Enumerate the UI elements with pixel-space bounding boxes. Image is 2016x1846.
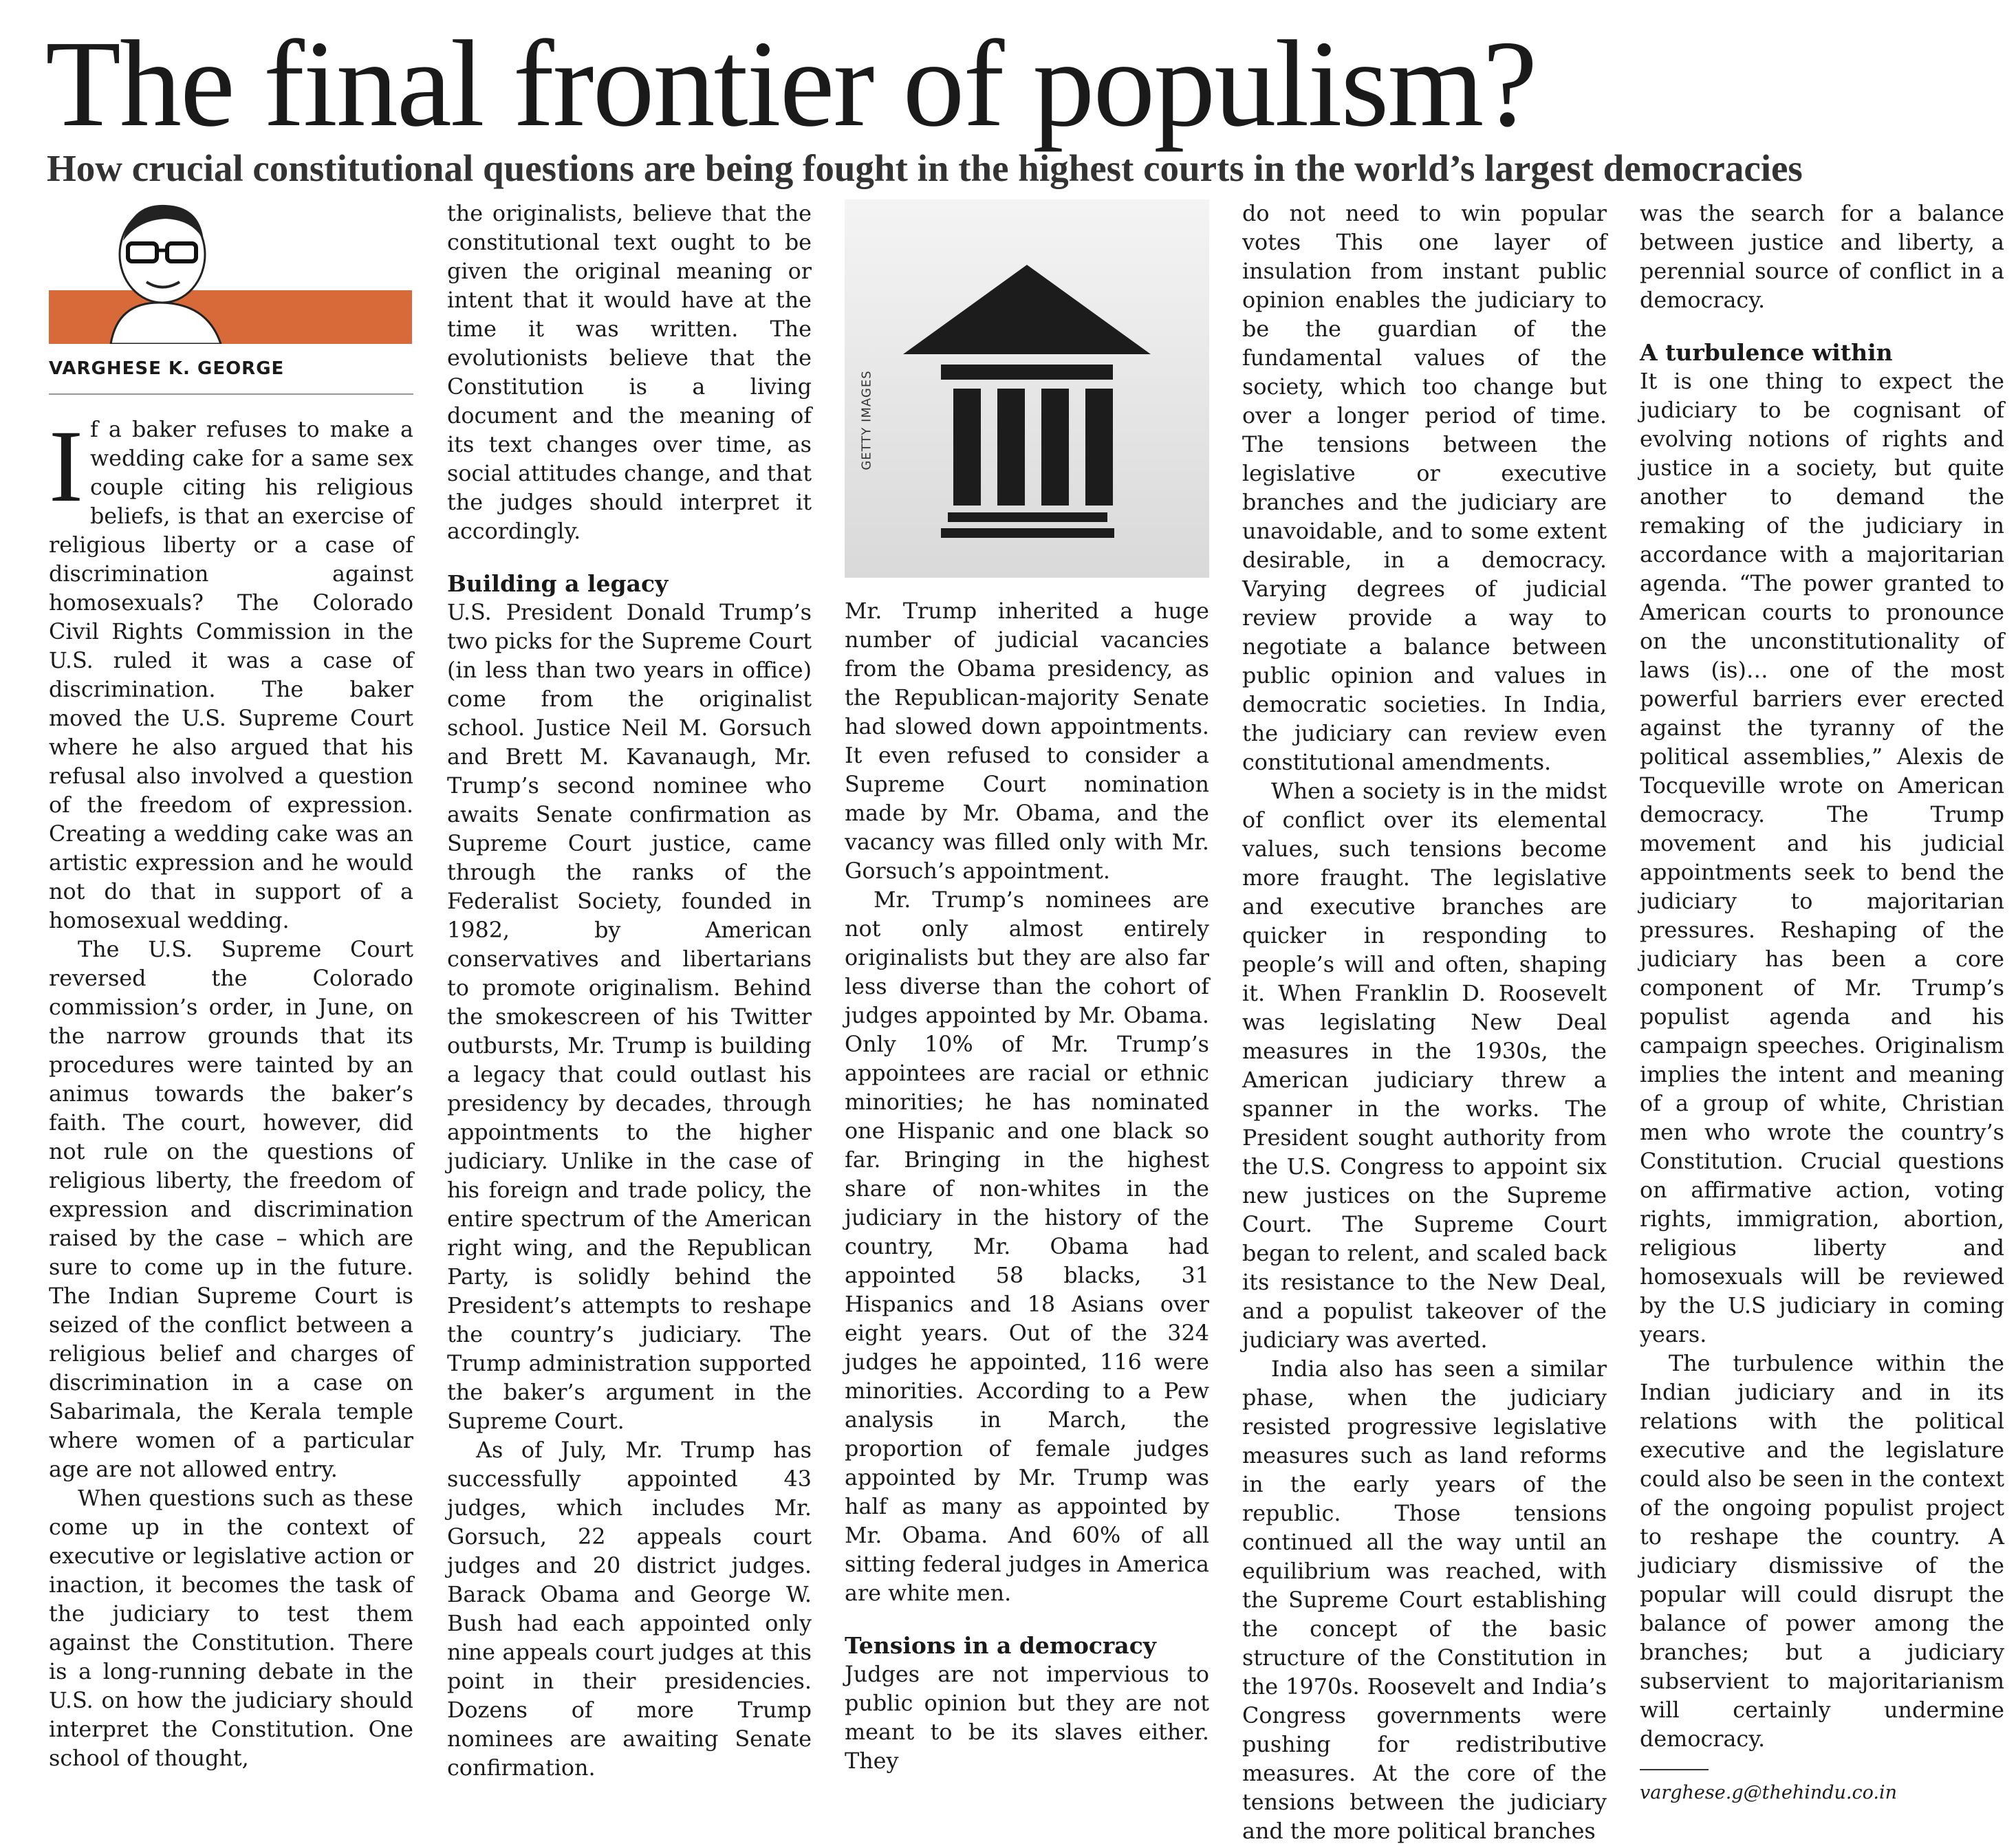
subhead: How crucial constitutional questions are being fought in the highest courts in the world’s largest democracies — [47, 147, 1803, 189]
paragraph: When a society is in the midst of conflict over its elemental values, such tensions become more fraught. The legislative and executive branches are quicker in responding to people’s will and often, shaping it. When Franklin D. Roosevelt was legislating New Deal measures in the 1930s, the American judiciary threw a spanner in the works. The President sought authority from the U.S. Congress to appoint six new justices on the Supreme Court. The Supreme Court began to relent, and scaled back its resistance to the New Deal, and a populist takeover of the judiciary was averted. — [1242, 779, 1607, 1353]
paragraph: U.S. President Donald Trump’s two picks for the Supreme Court (in less than two years in office) come from the originalist school. Justice Neil M. Gorsuch and Brett M. Kavanaugh, Mr. Trump’s second nominee who awaits Senate confirmation as Supreme Court justice, came through the ranks of the Federalist Society, founded in 1982, by American conservatives and libertarians to promote originalism. Behind the smokescreen of his Twitter outbursts, Mr. Trump is building a legacy that could outlast his presidency by decades, through appointments to the higher judiciary. Unlike in the case of his foreign and trade policy, the entire spectrum of the American right wing, and the Republican Party, is solidly behind the President’s attempts to reshape the country’s judiciary. The Trump administration supported the baker’s argument in the Supreme Court. — [447, 600, 812, 1434]
author-sketch-icon — [90, 199, 241, 344]
column-4 — [1242, 199, 1607, 1846]
paragraph: As of July, Mr. Trump has successfully appointed 43 judges, which includes Mr. Gorsuch, 22 appeals court judges and 20 district judges. Barack Obama and George W. Bush had each appointed only nine appeals court judges at this point in their presidencies. Dozens of more Trump nominees are awaiting Senate confirmation. — [447, 1437, 812, 1781]
column-5 — [1640, 199, 2004, 1807]
paragraph: The turbulence within the Indian judiciary and in its relations with the political executive and the legislature could also be seen in the context of the ongoing populist project to reshape the country. A judiciary dismissive of the popular will could disrupt the balance of power among the branches; but a judiciary subservient to majoritarianism will certainly undermine democracy. — [1640, 1351, 2004, 1752]
column-2 — [447, 199, 812, 1783]
author-portrait — [49, 199, 412, 344]
paragraph: Judges are not impervious to public opinion but they are not meant to be its slaves either. They — [845, 1662, 1209, 1774]
column-1 — [49, 199, 413, 1773]
dropcap: I — [49, 409, 83, 523]
section-heading: A turbulence within — [1640, 339, 1893, 366]
courthouse-icon — [845, 199, 1209, 578]
paragraph: When questions such as these come up in the context of executive or legislative action or inaction, it becomes the task of the judiciary to test them against the Constitution. There is a long-running debate in the U.S. on how the judiciary should interpret the Constitution. One school of thought, — [49, 1486, 413, 1771]
headline: The final frontier of populism? — [45, 15, 1537, 152]
paragraph: do not need to win popular votes This one layer of insulation from instant public opinion enables the judiciary to be the guardian of the fundamental values of the society, which too change but over a longer period of time. The tensions between the legislative or executive branches and the judiciary are unavoidable, and to some extent desirable, in a democracy. Varying degrees of judicial review provide a way to negotiate a balance between public opinion and values in democratic societies. In India, the judiciary can review even constitutional amendments. — [1242, 201, 1607, 775]
paragraph: Mr. Trump’s nominees are not only almost entirely originalists but they are also far less diverse than the cohort of judges appointed by Mr. Obama. Only 10% of Mr. Trump’s appointees are racial or ethnic minorities; he has nominated one Hispanic and one black so far. Bringing in the highest share of non-whites in the judiciary in the history of the country, Mr. Obama had appointed 58 blacks, 31 Hispanics and 18 Asians over eight years. Out of the 324 judges he appointed, 116 were minorities. According to a Pew analysis in March, the proportion of female judges appointed by Mr. Trump was half as many as appointed by Mr. Obama. And 60% of all sitting federal judges in America are white men. — [845, 887, 1209, 1606]
paragraph: Mr. Trump inherited a huge number of judicial vacancies from the Obama presidency, as the Republican-majority Senate had slowed down appointments. It even refused to consider a Supreme Court nomination made by Mr. Obama, and the vacancy was filled only with Mr. Gorsuch’s appointment. — [845, 598, 1209, 884]
paragraph: was the search for a balance between justice and liberty, a perennial source of conflict in a democracy. — [1640, 201, 2004, 313]
section-heading: Building a legacy — [447, 570, 669, 597]
column-3 — [845, 199, 1209, 1776]
end-rule — [1640, 1769, 1709, 1770]
section-heading: Tensions in a democracy — [845, 1632, 1156, 1659]
paragraph: The U.S. Supreme Court reversed the Colorado commission’s order, in June, on the narrow grounds that its procedures were tainted by an animus towards the baker’s faith. The court, however, did not rule on the questions of religious liberty, the freedom of expression and discrimination raised by the case – which are sure to come up in the future. The Indian Supreme Court is seized of the conflict between a religious belief and charges of discrimination in a case on Sabarimala, the Kerala temple where women of a particular age are not allowed entry. — [49, 937, 413, 1482]
paragraph: If a baker refuses to make a wedding cake for a same sex couple citing his religious beliefs, is that an exercise of religious liberty or a case of discrimination against homosexuals? The Colorado Civil Rights Commission in the U.S. ruled it was a case of discrimination. The baker moved the U.S. Supreme Court where he also argued that his refusal also involved a question of the freedom of expression. Creating a wedding cake was an artistic expression and he would not do that in support of a homosexual wedding. — [49, 409, 413, 933]
paragraph: India also has seen a similar phase, when the judiciary resisted progressive legislative measures such as land reforms in the early years of the republic. Those tensions continued all the way until an equilibrium was reached, with the Supreme Court establishing the concept of the basic structure of the Constitution in the 1970s. Roosevelt and India’s Congress governments were pushing for redistributive measures. At the core of the tensions between the judiciary and the more political branches — [1242, 1356, 1607, 1844]
courthouse-image — [845, 199, 1209, 578]
image-credit: GETTY IMAGES — [859, 370, 874, 470]
paragraph: the originalists, believe that the constitutional text ought to be given the original meaning or intent that it would have at the time it was written. The evolutionists believe that the Constitution is a living document and the meaning of its text changes over time, as social attitudes change, and that the judges should interpret it accordingly. — [447, 201, 812, 544]
byline: VARGHESE K. GEORGE — [49, 356, 413, 395]
paragraph: It is one thing to expect the judiciary to be cognisant of evolving notions of rights and justice in a society, but quite another to demand the remaking of the judiciary in accordance with a majoritarian agenda. “The power granted to American courts to pronounce on the unconstitutionality of laws (is)… one of the most powerful barriers ever erected against the tyranny of the political assemblies,” Alexis de Tocqueville wrote on American democracy. The Trump movement and his judicial appointments seek to bend the judiciary to majoritarian pressures. Reshaping of the judiciary has been a core component of Mr. Trump’s populist agenda and his campaign speeches. Originalism implies the intent and meaning of a group of white, Christian men who wrote the country’s Constitution. Crucial questions on affirmative action, voting rights, immigration, abortion, religious liberty and homosexuals will be reviewed by the U.S judiciary in coming years. — [1640, 369, 2004, 1347]
author-email[interactable]: varghese.g@thehindu.co.in — [1640, 1782, 1898, 1803]
